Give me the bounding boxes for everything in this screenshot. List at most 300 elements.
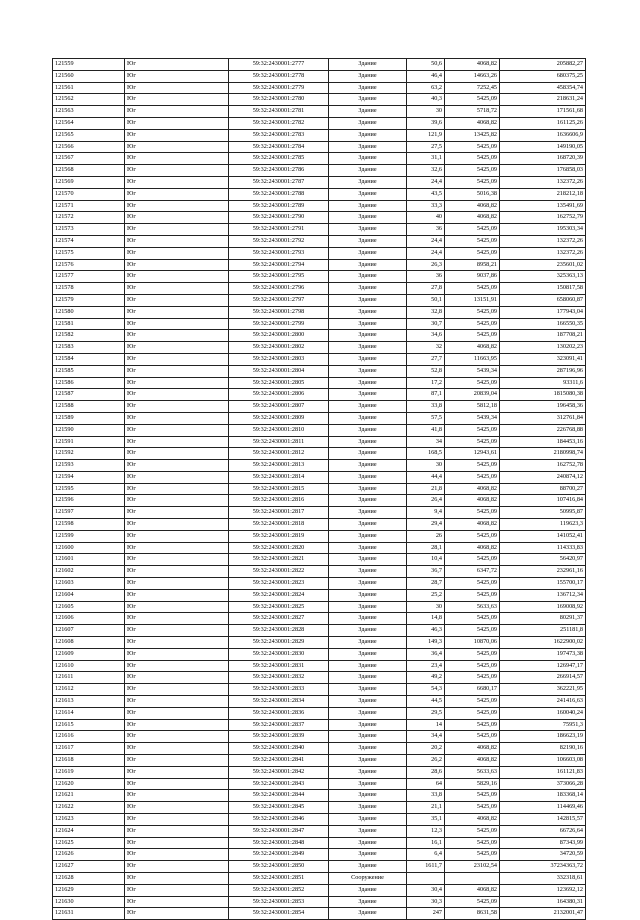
object-type-cell: Здание [329, 70, 407, 82]
table-row [53, 896, 586, 908]
specific-value-cell: 7252,45 [445, 82, 500, 94]
row-number-cell: 121600 [53, 542, 125, 554]
cadastral-number-cell: 59:32:2430001:2816 [229, 495, 329, 507]
table-row [53, 483, 586, 495]
object-type-cell: Здание [329, 200, 407, 212]
cadastral-number-cell: 59:32:2430001:2810 [229, 424, 329, 436]
table-row [53, 82, 586, 94]
table-row [53, 377, 586, 389]
table-row [53, 837, 586, 849]
area-cell: 247 [407, 908, 445, 920]
area-cell: 30,3 [407, 896, 445, 908]
area-cell: 33,8 [407, 790, 445, 802]
object-type-cell: Здание [329, 212, 407, 224]
object-type-cell: Здание [329, 460, 407, 472]
cadastral-number-cell: 59:32:2430001:2809 [229, 412, 329, 424]
table-row [53, 59, 586, 71]
cadastral-number-cell: 59:32:2430001:2821 [229, 554, 329, 566]
cadastral-number-cell: 59:32:2430001:2812 [229, 448, 329, 460]
district-cell: Юг [125, 814, 229, 826]
cadastral-value-cell: 187708,21 [500, 330, 586, 342]
table-row [53, 200, 586, 212]
object-type-cell: Здание [329, 684, 407, 696]
object-type-cell: Здание [329, 802, 407, 814]
object-type-cell: Здание [329, 648, 407, 660]
specific-value-cell: 4068,82 [445, 542, 500, 554]
area-cell: 50,1 [407, 294, 445, 306]
row-number-cell: 121563 [53, 106, 125, 118]
object-type-cell: Здание [329, 672, 407, 684]
district-cell: Юг [125, 129, 229, 141]
cadastral-number-cell: 59:32:2430001:2820 [229, 542, 329, 554]
area-cell: 9,4 [407, 507, 445, 519]
district-cell: Юг [125, 790, 229, 802]
row-number-cell: 121583 [53, 342, 125, 354]
object-type-cell: Здание [329, 719, 407, 731]
specific-value-cell: 5425,09 [445, 648, 500, 660]
area-cell: 46,3 [407, 625, 445, 637]
specific-value-cell: 5425,09 [445, 377, 500, 389]
specific-value-cell: 5425,09 [445, 330, 500, 342]
object-type-cell: Здание [329, 306, 407, 318]
cadastral-number-cell: 59:32:2430001:2807 [229, 401, 329, 413]
cadastral-number-cell: 59:32:2430001:2823 [229, 578, 329, 590]
table-row [53, 365, 586, 377]
cadastral-number-cell: 59:32:2430001:2817 [229, 507, 329, 519]
district-cell: Юг [125, 613, 229, 625]
cadastral-number-cell: 59:32:2430001:2843 [229, 778, 329, 790]
table-row [53, 530, 586, 542]
cadastral-number-cell: 59:32:2430001:2791 [229, 224, 329, 236]
object-type-cell: Здание [329, 507, 407, 519]
cadastral-number-cell: 59:32:2430001:2845 [229, 802, 329, 814]
cadastral-value-cell: 235601,02 [500, 259, 586, 271]
table-row [53, 389, 586, 401]
table-row [53, 519, 586, 531]
row-number-cell: 121592 [53, 448, 125, 460]
district-cell: Юг [125, 566, 229, 578]
cadastral-number-cell: 59:32:2430001:2802 [229, 342, 329, 354]
row-number-cell: 121603 [53, 578, 125, 590]
district-cell: Юг [125, 224, 229, 236]
cadastral-value-cell: 161121,83 [500, 766, 586, 778]
row-number-cell: 121586 [53, 377, 125, 389]
specific-value-cell: 5425,09 [445, 837, 500, 849]
cadastral-value-cell: 197473,38 [500, 648, 586, 660]
table-row [53, 578, 586, 590]
table-body [53, 59, 586, 920]
row-number-cell: 121559 [53, 59, 125, 71]
area-cell: 64 [407, 778, 445, 790]
specific-value-cell: 9037,86 [445, 271, 500, 283]
cadastral-number-cell: 59:32:2430001:2846 [229, 814, 329, 826]
area-cell: 41,8 [407, 424, 445, 436]
cadastral-value-cell: 75951,3 [500, 719, 586, 731]
row-number-cell: 121575 [53, 247, 125, 259]
specific-value-cell: 6680,17 [445, 684, 500, 696]
area-cell: 121,9 [407, 129, 445, 141]
specific-value-cell: 4068,82 [445, 212, 500, 224]
area-cell: 20,2 [407, 743, 445, 755]
cadastral-number-cell: 59:32:2430001:2837 [229, 719, 329, 731]
table-row [53, 790, 586, 802]
specific-value-cell: 5425,09 [445, 247, 500, 259]
district-cell: Юг [125, 259, 229, 271]
area-cell: 52,8 [407, 365, 445, 377]
cadastral-value-cell: 107416,84 [500, 495, 586, 507]
area-cell: 26,2 [407, 755, 445, 767]
row-number-cell: 121587 [53, 389, 125, 401]
object-type-cell: Сооружение [329, 872, 407, 884]
object-type-cell: Здание [329, 106, 407, 118]
area-cell: 40 [407, 212, 445, 224]
row-number-cell: 121618 [53, 755, 125, 767]
district-cell: Юг [125, 483, 229, 495]
specific-value-cell: 4068,82 [445, 483, 500, 495]
row-number-cell: 121571 [53, 200, 125, 212]
specific-value-cell: 5425,09 [445, 613, 500, 625]
row-number-cell: 121605 [53, 601, 125, 613]
cadastral-value-cell: 119623,3 [500, 519, 586, 531]
area-cell: 26 [407, 530, 445, 542]
row-number-cell: 121589 [53, 412, 125, 424]
specific-value-cell: 5829,16 [445, 778, 500, 790]
object-type-cell: Здание [329, 353, 407, 365]
object-type-cell: Здание [329, 247, 407, 259]
object-type-cell: Здание [329, 377, 407, 389]
table-row [53, 637, 586, 649]
object-type-cell: Здание [329, 436, 407, 448]
object-type-cell: Здание [329, 778, 407, 790]
cadastral-value-cell: 82190,16 [500, 743, 586, 755]
table-row [53, 318, 586, 330]
cadastral-number-cell: 59:32:2430001:2781 [229, 106, 329, 118]
district-cell: Юг [125, 660, 229, 672]
table-row [53, 106, 586, 118]
district-cell: Юг [125, 365, 229, 377]
area-cell: 26,3 [407, 259, 445, 271]
area-cell: 33,3 [407, 200, 445, 212]
table-row [53, 707, 586, 719]
cadastral-value-cell: 186623,19 [500, 731, 586, 743]
row-number-cell: 121567 [53, 153, 125, 165]
specific-value-cell: 5425,09 [445, 660, 500, 672]
district-cell: Юг [125, 684, 229, 696]
area-cell: 17,2 [407, 377, 445, 389]
cadastral-number-cell: 59:32:2430001:2849 [229, 849, 329, 861]
cadastral-number-cell: 59:32:2430001:2834 [229, 696, 329, 708]
cadastral-number-cell: 59:32:2430001:2828 [229, 625, 329, 637]
row-number-cell: 121597 [53, 507, 125, 519]
table-row [53, 802, 586, 814]
specific-value-cell: 5425,09 [445, 707, 500, 719]
area-cell: 39,6 [407, 117, 445, 129]
object-type-cell: Здание [329, 283, 407, 295]
table-row [53, 625, 586, 637]
district-cell: Юг [125, 766, 229, 778]
area-cell: 29,5 [407, 707, 445, 719]
district-cell: Юг [125, 672, 229, 684]
table-row [53, 306, 586, 318]
cadastral-value-cell: 162752,79 [500, 212, 586, 224]
specific-value-cell: 4068,82 [445, 495, 500, 507]
table-row [53, 259, 586, 271]
district-cell: Юг [125, 542, 229, 554]
table-row [53, 684, 586, 696]
area-cell: 30 [407, 601, 445, 613]
specific-value-cell: 4068,82 [445, 814, 500, 826]
specific-value-cell: 5425,09 [445, 141, 500, 153]
district-cell: Юг [125, 70, 229, 82]
district-cell: Юг [125, 731, 229, 743]
row-number-cell: 121631 [53, 908, 125, 920]
table-row [53, 247, 586, 259]
specific-value-cell: 5425,09 [445, 790, 500, 802]
object-type-cell: Здание [329, 129, 407, 141]
district-cell: Юг [125, 306, 229, 318]
area-cell: 40,3 [407, 94, 445, 106]
table-row [53, 814, 586, 826]
table-row [53, 731, 586, 743]
object-type-cell: Здание [329, 731, 407, 743]
specific-value-cell: 5425,09 [445, 672, 500, 684]
cadastral-number-cell: 59:32:2430001:2792 [229, 235, 329, 247]
cadastral-value-cell: 166550,35 [500, 318, 586, 330]
cadastral-number-cell: 59:32:2430001:2851 [229, 872, 329, 884]
row-number-cell: 121617 [53, 743, 125, 755]
cadastral-number-cell: 59:32:2430001:2841 [229, 755, 329, 767]
cadastral-value-cell: 458354,74 [500, 82, 586, 94]
table-row [53, 412, 586, 424]
cadastral-number-cell: 59:32:2430001:2829 [229, 637, 329, 649]
cadastral-value-cell: 164380,31 [500, 896, 586, 908]
object-type-cell: Здание [329, 235, 407, 247]
object-type-cell: Здание [329, 566, 407, 578]
district-cell: Юг [125, 896, 229, 908]
object-type-cell: Здание [329, 259, 407, 271]
table-row [53, 342, 586, 354]
district-cell: Юг [125, 94, 229, 106]
cadastral-number-cell: 59:32:2430001:2847 [229, 825, 329, 837]
district-cell: Юг [125, 200, 229, 212]
cadastral-number-cell: 59:32:2430001:2803 [229, 353, 329, 365]
table-row [53, 471, 586, 483]
object-type-cell: Здание [329, 861, 407, 873]
table-row [53, 188, 586, 200]
object-type-cell: Здание [329, 613, 407, 625]
specific-value-cell: 14663,26 [445, 70, 500, 82]
table-row [53, 460, 586, 472]
area-cell: 49,2 [407, 672, 445, 684]
cadastral-value-cell: 205882,27 [500, 59, 586, 71]
area-cell: 87,1 [407, 389, 445, 401]
row-number-cell: 121590 [53, 424, 125, 436]
cadastral-value-cell: 80291,37 [500, 613, 586, 625]
cadastral-number-cell: 59:32:2430001:2854 [229, 908, 329, 920]
cadastral-value-cell: 2180998,74 [500, 448, 586, 460]
specific-value-cell: 5425,09 [445, 153, 500, 165]
area-cell: 30 [407, 106, 445, 118]
table-row [53, 224, 586, 236]
area-cell: 36 [407, 271, 445, 283]
specific-value-cell: 5425,09 [445, 825, 500, 837]
row-number-cell: 121616 [53, 731, 125, 743]
row-number-cell: 121581 [53, 318, 125, 330]
table-row [53, 330, 586, 342]
object-type-cell: Здание [329, 94, 407, 106]
cadastral-value-cell: 218212,18 [500, 188, 586, 200]
object-type-cell: Здание [329, 153, 407, 165]
area-cell: 30,4 [407, 884, 445, 896]
table-row [53, 129, 586, 141]
specific-value-cell: 5425,09 [445, 471, 500, 483]
cadastral-value-cell: 37234363,72 [500, 861, 586, 873]
area-cell: 50,6 [407, 59, 445, 71]
district-cell: Юг [125, 82, 229, 94]
area-cell: 44,5 [407, 696, 445, 708]
row-number-cell: 121626 [53, 849, 125, 861]
object-type-cell: Здание [329, 483, 407, 495]
district-cell: Юг [125, 637, 229, 649]
district-cell: Юг [125, 872, 229, 884]
district-cell: Юг [125, 212, 229, 224]
district-cell: Юг [125, 589, 229, 601]
row-number-cell: 121622 [53, 802, 125, 814]
cadastral-value-cell: 161125,26 [500, 117, 586, 129]
table-row [53, 825, 586, 837]
specific-value-cell: 4068,82 [445, 743, 500, 755]
specific-value-cell: 4068,82 [445, 884, 500, 896]
object-type-cell: Здание [329, 896, 407, 908]
cadastral-value-cell: 132372,26 [500, 235, 586, 247]
cadastral-value-cell: 132372,26 [500, 247, 586, 259]
table-row [53, 648, 586, 660]
cadastral-value-cell: 226768,88 [500, 424, 586, 436]
row-number-cell: 121628 [53, 872, 125, 884]
district-cell: Юг [125, 743, 229, 755]
specific-value-cell: 13151,91 [445, 294, 500, 306]
cadastral-value-cell: 114469,46 [500, 802, 586, 814]
table-row [53, 141, 586, 153]
row-number-cell: 121588 [53, 401, 125, 413]
specific-value-cell [445, 872, 500, 884]
specific-value-cell: 5425,09 [445, 589, 500, 601]
row-number-cell: 121582 [53, 330, 125, 342]
cadastral-value-cell: 325363,13 [500, 271, 586, 283]
specific-value-cell: 5425,09 [445, 424, 500, 436]
row-number-cell: 121572 [53, 212, 125, 224]
row-number-cell: 121579 [53, 294, 125, 306]
row-number-cell: 121606 [53, 613, 125, 625]
specific-value-cell: 5425,09 [445, 625, 500, 637]
area-cell: 54,3 [407, 684, 445, 696]
district-cell: Юг [125, 271, 229, 283]
area-cell: 28,1 [407, 542, 445, 554]
area-cell: 1611,7 [407, 861, 445, 873]
area-cell: 149,3 [407, 637, 445, 649]
cadastral-value-cell: 135491,69 [500, 200, 586, 212]
table-row [53, 719, 586, 731]
district-cell: Юг [125, 884, 229, 896]
cadastral-number-cell: 59:32:2430001:2788 [229, 188, 329, 200]
row-number-cell: 121608 [53, 637, 125, 649]
cadastral-number-cell: 59:32:2430001:2780 [229, 94, 329, 106]
district-cell: Юг [125, 247, 229, 259]
object-type-cell: Здание [329, 224, 407, 236]
specific-value-cell: 5425,09 [445, 318, 500, 330]
cadastral-value-cell: 150817,58 [500, 283, 586, 295]
table-row [53, 165, 586, 177]
cadastral-value-cell: 184453,16 [500, 436, 586, 448]
cadastral-number-cell: 59:32:2430001:2815 [229, 483, 329, 495]
specific-value-cell: 5425,09 [445, 460, 500, 472]
specific-value-cell: 5425,09 [445, 224, 500, 236]
area-cell: 168,5 [407, 448, 445, 460]
specific-value-cell: 5425,09 [445, 896, 500, 908]
row-number-cell: 121598 [53, 519, 125, 531]
district-cell: Юг [125, 471, 229, 483]
district-cell: Юг [125, 578, 229, 590]
district-cell: Юг [125, 188, 229, 200]
district-cell: Юг [125, 554, 229, 566]
district-cell: Юг [125, 460, 229, 472]
cadastral-number-cell: 59:32:2430001:2800 [229, 330, 329, 342]
table-row [53, 507, 586, 519]
district-cell: Юг [125, 625, 229, 637]
object-type-cell: Здание [329, 755, 407, 767]
district-cell: Юг [125, 825, 229, 837]
table-row [53, 554, 586, 566]
object-type-cell: Здание [329, 165, 407, 177]
district-cell: Юг [125, 153, 229, 165]
area-cell: 36,4 [407, 648, 445, 660]
area-cell: 14 [407, 719, 445, 731]
specific-value-cell: 5425,09 [445, 436, 500, 448]
specific-value-cell: 12943,61 [445, 448, 500, 460]
table-row [53, 755, 586, 767]
object-type-cell: Здание [329, 448, 407, 460]
cadastral-number-cell: 59:32:2430001:2842 [229, 766, 329, 778]
object-type-cell: Здание [329, 117, 407, 129]
cadastral-number-cell: 59:32:2430001:2827 [229, 613, 329, 625]
cadastral-value-cell: 218631,24 [500, 94, 586, 106]
object-type-cell: Здание [329, 814, 407, 826]
district-cell: Юг [125, 412, 229, 424]
row-number-cell: 121578 [53, 283, 125, 295]
specific-value-cell: 20839,04 [445, 389, 500, 401]
table-row [53, 176, 586, 188]
area-cell: 30 [407, 460, 445, 472]
specific-value-cell: 10870,06 [445, 637, 500, 649]
district-cell: Юг [125, 436, 229, 448]
row-number-cell: 121594 [53, 471, 125, 483]
table-row [53, 566, 586, 578]
area-cell: 34,4 [407, 731, 445, 743]
row-number-cell: 121630 [53, 896, 125, 908]
district-cell: Юг [125, 235, 229, 247]
area-cell: 57,5 [407, 412, 445, 424]
row-number-cell: 121565 [53, 129, 125, 141]
table-row [53, 401, 586, 413]
object-type-cell: Здание [329, 330, 407, 342]
row-number-cell: 121573 [53, 224, 125, 236]
object-type-cell: Здание [329, 542, 407, 554]
district-cell: Юг [125, 696, 229, 708]
area-cell: 24,4 [407, 235, 445, 247]
table-row [53, 589, 586, 601]
cadastral-number-cell: 59:32:2430001:2825 [229, 601, 329, 613]
specific-value-cell: 5425,09 [445, 849, 500, 861]
